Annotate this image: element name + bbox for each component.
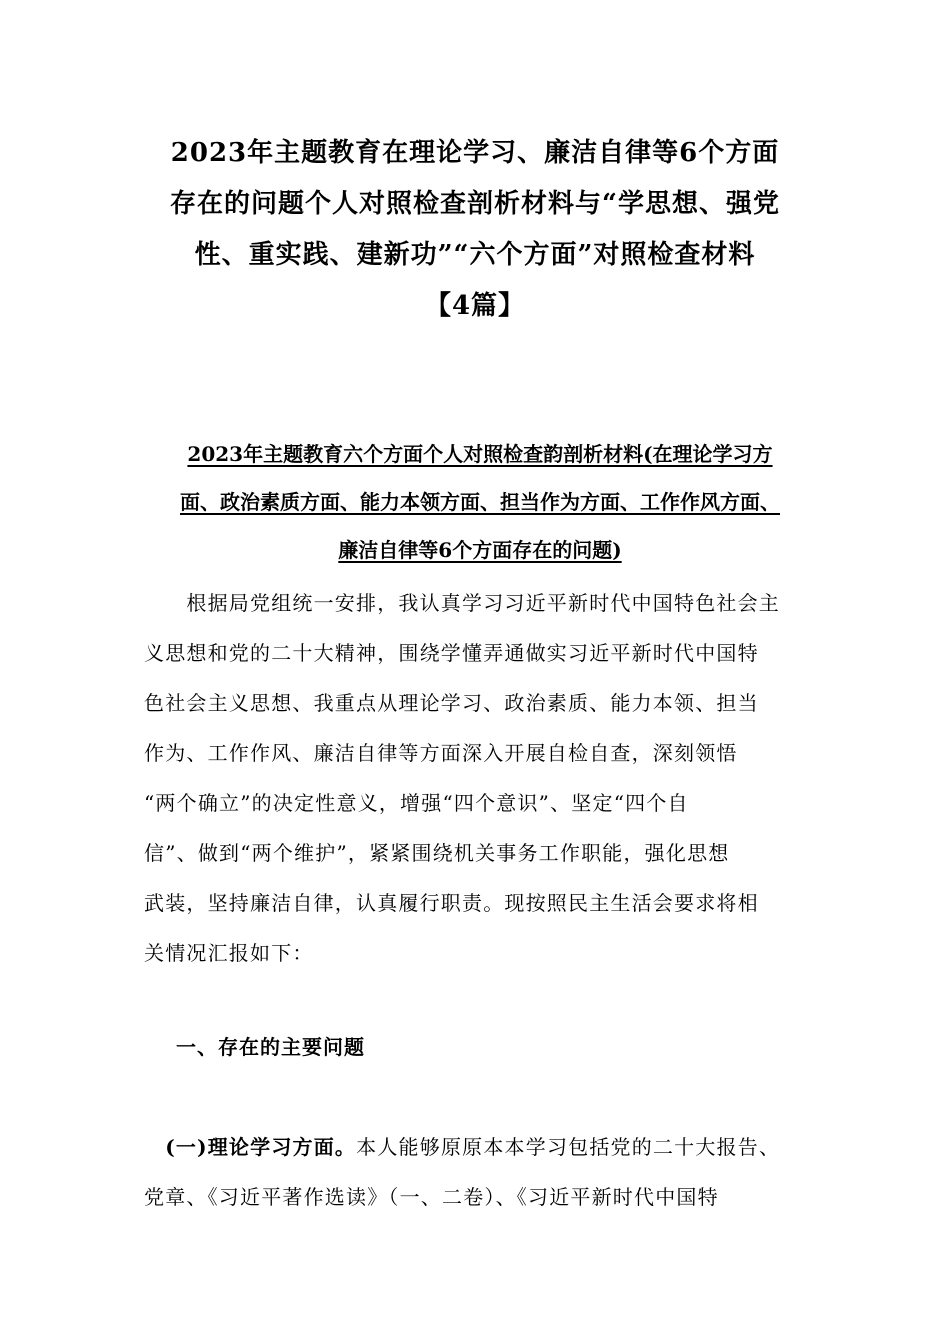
paragraph-line: 根据局党组统一安排，我认真学习习近平新时代中国特色社会主 <box>144 591 780 615</box>
paragraph-bold-lead: (一)理论学习方面。 <box>165 1135 357 1159</box>
paragraph-line: 党章、《习近平著作选读》（一、二卷）、《习近平新时代中国特 <box>144 1185 719 1209</box>
document-title <box>120 128 830 332</box>
paragraph-line: “两个确立”的决定性意义，增强“四个意识”、坚定“四个自 <box>144 791 689 815</box>
section-title-line: 廉洁自律等6个方面存在的问题) <box>338 538 622 562</box>
paragraph-line: 色社会主义思想、我重点从理论学习、政治素质、能力本领、担当 <box>144 691 759 715</box>
section-title <box>130 430 830 574</box>
title-line: 存在的问题个人对照检查剖析材料与“学思想、强党 <box>170 189 780 219</box>
paragraph-line: 武装，坚持廉洁自律，认真履行职责。现按照民主生活会要求将相 <box>144 891 759 915</box>
section-title-line: 面、政治素质方面、能力本领方面、担当作为方面、工作作风方面、 <box>180 490 780 514</box>
intro-paragraph <box>144 578 834 978</box>
title-line: 【4篇】 <box>424 291 526 321</box>
theory-study-paragraph <box>144 1122 834 1222</box>
paragraph-line <box>144 1122 834 1172</box>
paragraph-line: 信”、做到“两个维护”，紧紧围绕机关事务工作职能，强化思想 <box>144 841 730 865</box>
section-heading: 一、存在的主要问题 <box>176 1035 365 1059</box>
paragraph-line: 作为、工作作风、廉洁自律等方面深入开展自检自查，深刻领悟 <box>144 741 738 765</box>
title-line: 2023年主题教育在理论学习、廉洁自律等6个方面 <box>170 138 780 168</box>
paragraph-line: 义思想和党的二十大精神，围绕学懂弄通做实习近平新时代中国特 <box>144 641 759 665</box>
section-title-line: 2023年主题教育六个方面个人对照检查韵剖析材料(在理论学习方 <box>187 442 773 466</box>
paragraph-text: 本人能够原原本本学习包括党的二十大报告、 <box>356 1135 781 1159</box>
title-line: 性、重实践、建新功”“六个方面”对照检查材料 <box>194 240 756 270</box>
paragraph-line: 关情况汇报如下： <box>144 941 314 965</box>
